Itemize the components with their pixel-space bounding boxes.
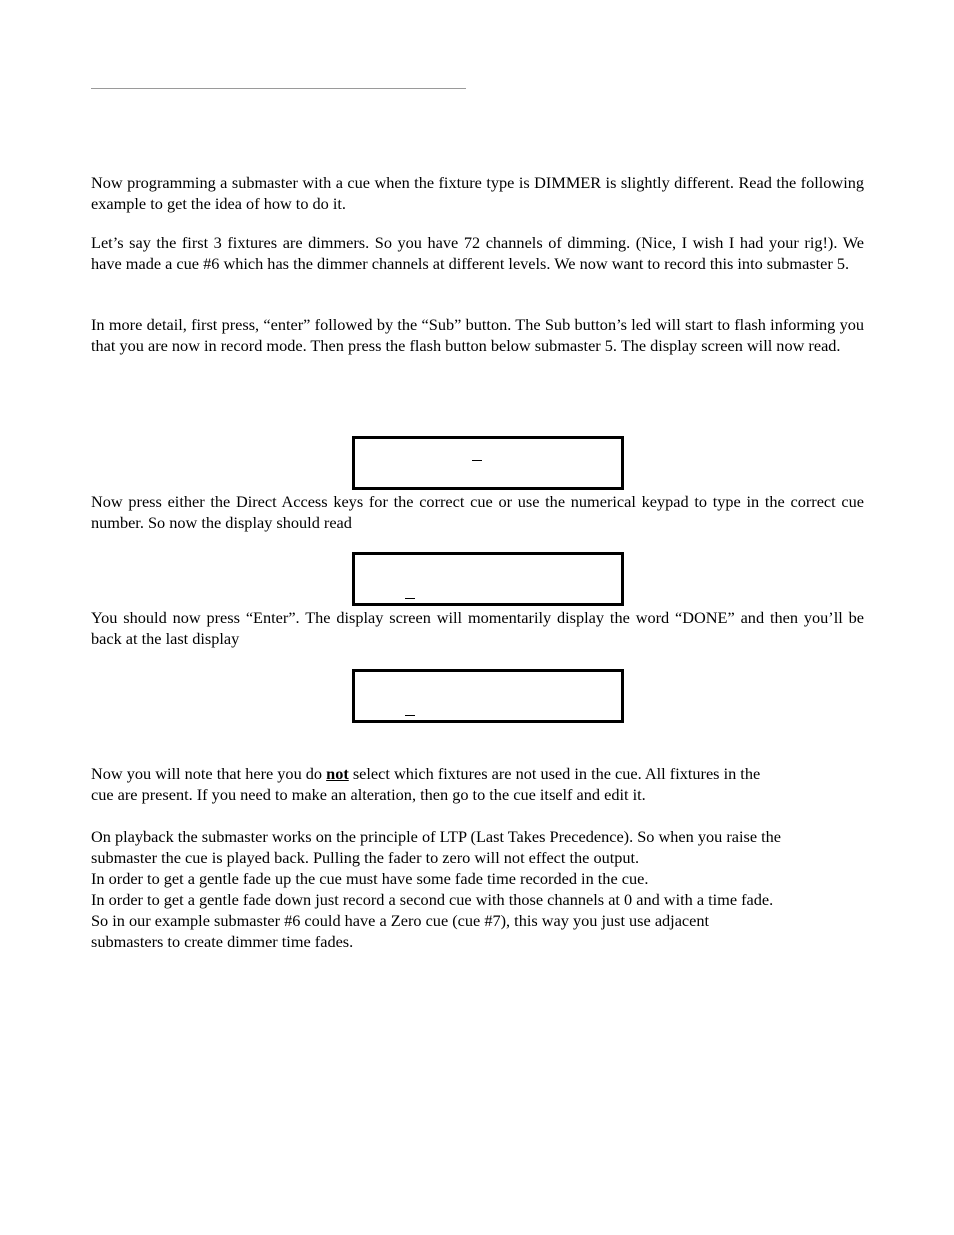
lcd-display-2 [352, 552, 624, 606]
detail-paragraph: In more detail, first press, “enter” followed by the “Sub” button. The Sub button’s led will start to flash informing you that you are now in record mode. Then press the flash button below submaster 5. The display screen will now read. [91, 315, 864, 355]
lcd-display-3 [352, 669, 624, 723]
intro-paragraph: Now programming a submaster with a cue when the fixture type is DIMMER is slightly different. Read the following example to get the idea of how to do it. [91, 173, 864, 213]
playback-line: submaster the cue is played back. Pulling the fader to zero will not effect the output. [91, 848, 640, 867]
note-text-after: select which fixtures are not used in the cue. All fixtures in the [348, 764, 761, 783]
note-paragraph [91, 763, 864, 805]
lcd-cursor [405, 715, 415, 716]
playback-paragraph [91, 826, 864, 952]
lcd-cursor [405, 598, 415, 599]
playback-line: So in our example submaster #6 could have a Zero cue (cue #7), this way you just use adjacent [91, 911, 710, 930]
note-text-before: Now you will note that here you do [91, 764, 327, 783]
playback-line: On playback the submaster works on the principle of LTP (Last Takes Precedence). So when you raise the [91, 827, 782, 846]
example-paragraph: Let’s say the first 3 fixtures are dimmers. So you have 72 channels of dimming. (Nice, I wish I had your rig!). We have made a cue #6 which has the dimmer channels at different levels. We now want to record this into submaster 5. [91, 233, 864, 273]
note-line-2: cue are present. If you need to make an alteration, then go to the cue itself and edit it. [91, 785, 646, 804]
after-display-2-paragraph: You should now press “Enter”. The display screen will momentarily display the word “DONE” and then you’ll be back at the last display [91, 608, 864, 648]
after-display-1-paragraph: Now press either the Direct Access keys for the correct cue or use the numerical keypad to type in the correct cue number. So now the display should read [91, 492, 864, 532]
lcd-display-1 [352, 436, 624, 490]
playback-line: In order to get a gentle fade up the cue must have some fade time recorded in the cue. [91, 869, 649, 888]
note-emphasis: not [326, 764, 349, 783]
header-rule [91, 88, 466, 89]
lcd-cursor [472, 460, 482, 461]
playback-line: submasters to create dimmer time fades. [91, 932, 354, 951]
playback-line: In order to get a gentle fade down just record a second cue with those channels at 0 and with a time fade. [91, 890, 774, 909]
